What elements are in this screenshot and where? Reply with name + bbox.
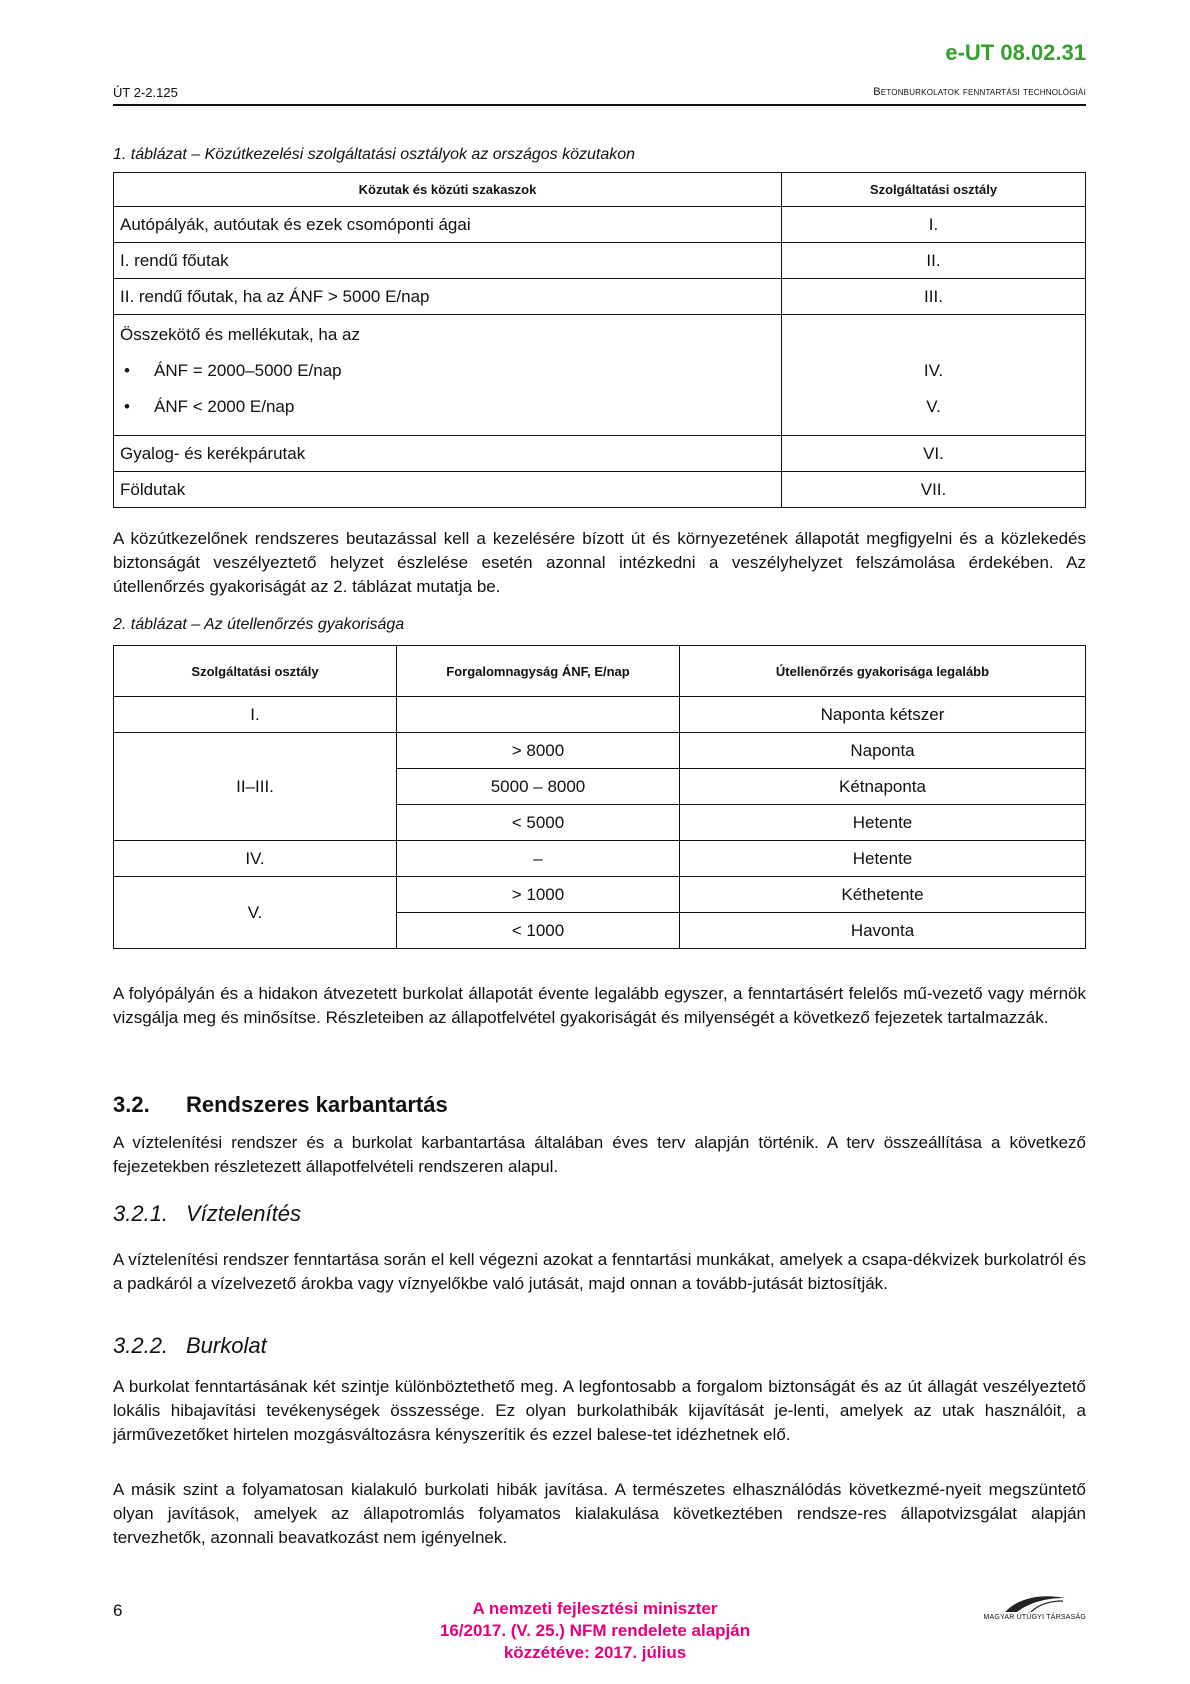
notice-line: 16/2017. (V. 25.) NFM rendelete alapján [439, 1621, 751, 1640]
frequency-cell: Havonta [680, 913, 1086, 949]
notice-line: közzétéve: 2017. július [503, 1643, 687, 1662]
subsection-number: 3.2.2. [113, 1333, 169, 1358]
paragraph-road-inspection: A közútkezelőnek rendszeres beutazással kell a kezelésére bízott út és környezetének állapotát megfigyelni és a közlekedés biztonságát veszélyeztető helyzet észlelése esetén azonnal intézkedni a veszélyhelyzet felszámolása érdekében. Az útellenőrzés gyakoriságát az 2. táblázat mutatja be. [113, 529, 1086, 596]
service-class-cell [782, 315, 1086, 436]
table-row [114, 243, 1086, 279]
road-type-intro: Összekötő és mellékutak, ha az [120, 325, 361, 344]
table-header-cell: Szolgáltatási osztály [114, 646, 397, 697]
subsection-title: Víztelenítés [186, 1201, 301, 1226]
subsection-number: 3.2.1. [113, 1201, 169, 1226]
paragraph-pavement-level-1: A burkolat fenntartásának két szintje különböztethető meg. A legfontosabb a forgalom biztonságát és az út állagát veszélyeztető lokális hibajavítási tevékenységek összessége. Ez olyan burkolathibák kijavítását je-lenti, amelyek az utak használóit, a járművezetőket hirtelen mozgásváltozásra kényszerítik és ezzel balese-tet idézhetnek elő. [113, 1377, 1086, 1444]
table-row [114, 472, 1086, 508]
traffic-cell: < 1000 [397, 913, 680, 949]
service-class-value: IV. [923, 361, 944, 380]
table-header-cell: Útellenőrzés gyakorisága legalább [680, 646, 1086, 697]
table-row [114, 877, 1086, 913]
frequency-cell: Kéthetente [680, 877, 1086, 913]
bullet-item [120, 353, 775, 389]
publisher-logo [935, 1592, 1086, 1628]
table-row [114, 841, 1086, 877]
frequency-cell: Kétnaponta [680, 769, 1086, 805]
table-row [114, 279, 1086, 315]
notice-line: A nemzeti fejlesztési miniszter [472, 1599, 718, 1618]
service-class-cell: V. [114, 877, 397, 949]
traffic-cell: < 5000 [397, 805, 680, 841]
bullet-text: ÁNF = 2000–5000 E/nap [154, 361, 342, 380]
table2-caption: 2. táblázat – Az útellenőrzés gyakorisága [113, 616, 405, 633]
inspection-frequency-table [113, 645, 1086, 949]
table-header-cell: Szolgáltatási osztály [782, 173, 1086, 207]
standard-number: ÚT 2-2.125 [113, 85, 178, 100]
table-row [114, 697, 1086, 733]
road-type-cell: Földutak [114, 472, 782, 508]
section-title: Rendszeres karbantartás [186, 1092, 448, 1117]
section-number: 3.2. [113, 1092, 150, 1117]
table-row [114, 733, 1086, 769]
paragraph-maintenance-plan: A víztelenítési rendszer és a burkolat karbantartása általában éves terv alapján történik. A terv összeállítása a következő fejezetekben részletezett állapotfelvételi rendszeren alapul. [113, 1133, 1086, 1176]
table-row [114, 315, 1086, 436]
service-class-cell: III. [782, 279, 1086, 315]
service-class-value: V. [926, 397, 941, 416]
service-class-cell: VI. [782, 436, 1086, 472]
frequency-cell: Naponta [680, 733, 1086, 769]
table-header-cell: Forgalomnagyság ÁNF, E/nap [397, 646, 680, 697]
running-header-title: Betonburkolatok fenntartási technológiái [873, 86, 1086, 98]
publisher-name: MAGYAR ÚTÜGYI TÁRSASÁG [983, 1614, 1086, 1621]
service-class-cell: I. [114, 697, 397, 733]
subsection-title: Burkolat [186, 1333, 267, 1358]
traffic-cell [397, 697, 680, 733]
document-code: e-UT 08.02.31 [945, 40, 1086, 65]
page-number: 6 [113, 1601, 123, 1620]
frequency-cell: Hetente [680, 805, 1086, 841]
road-type-cell: Autópályák, autóutak és ezek csomóponti ágai [114, 207, 782, 243]
traffic-cell: > 8000 [397, 733, 680, 769]
traffic-cell: 5000 – 8000 [397, 769, 680, 805]
service-class-table [113, 172, 1086, 508]
road-type-cell [114, 315, 782, 436]
table1-caption: 1. táblázat – Közútkezelési szolgáltatási osztályok az országos közutakon [113, 146, 636, 163]
service-class-cell: VII. [782, 472, 1086, 508]
publication-notice [395, 1598, 795, 1664]
service-class-cell: II. [782, 243, 1086, 279]
table-header-row [114, 173, 1086, 207]
paragraph-pavement-level-2: A másik szint a folyamatosan kialakuló burkolati hibák javítása. A természetes elhasználódás következmé-nyeit megszüntető olyan javítások, amelyek az állapotromlás folyamatos kialakulása következtében rendsze-res állapotvizsgálat alapján tervezhetők, azonnali beavatkozást nem igényelnek. [113, 1480, 1086, 1547]
traffic-cell: – [397, 841, 680, 877]
service-class-cell: II–III. [114, 733, 397, 841]
road-type-cell: II. rendű főutak, ha az ÁNF > 5000 E/nap [114, 279, 782, 315]
road-type-cell: Gyalog- és kerékpárutak [114, 436, 782, 472]
paragraph-drainage: A víztelenítési rendszer fenntartása során el kell végezni azokat a fenntartási munkákat, amelyek a csapa-dékvizek burkolatról és a padkáról a vízelvezető árokba vagy víznyelőkbe való jutását, majd onnan a tovább-jutását biztosítják. [113, 1250, 1086, 1293]
road-type-cell: I. rendű főutak [114, 243, 782, 279]
service-class-cell: I. [782, 207, 1086, 243]
bullet-text: ÁNF < 2000 E/nap [154, 397, 295, 416]
frequency-cell: Hetente [680, 841, 1086, 877]
table-row [114, 436, 1086, 472]
service-class-cell: IV. [114, 841, 397, 877]
table-row [114, 207, 1086, 243]
table-header-row [114, 646, 1086, 697]
table-header-cell: Közutak és közúti szakaszok [114, 173, 782, 207]
frequency-cell: Naponta kétszer [680, 697, 1086, 733]
paragraph-bridge-inspection: A folyópályán és a hidakon átvezetett burkolat állapotát évente legalább egyszer, a fenntartásért felelős mű-vezető vagy mérnök vizsgálja meg és minősítse. Részleteiben az állapotfelvétel gyakoriságát és milyenségét a következő fejezetek tartalmazzák. [113, 984, 1086, 1027]
bullet-item [120, 389, 775, 425]
road-swoosh-icon [935, 1592, 1086, 1614]
header-divider [113, 104, 1086, 106]
traffic-cell: > 1000 [397, 877, 680, 913]
